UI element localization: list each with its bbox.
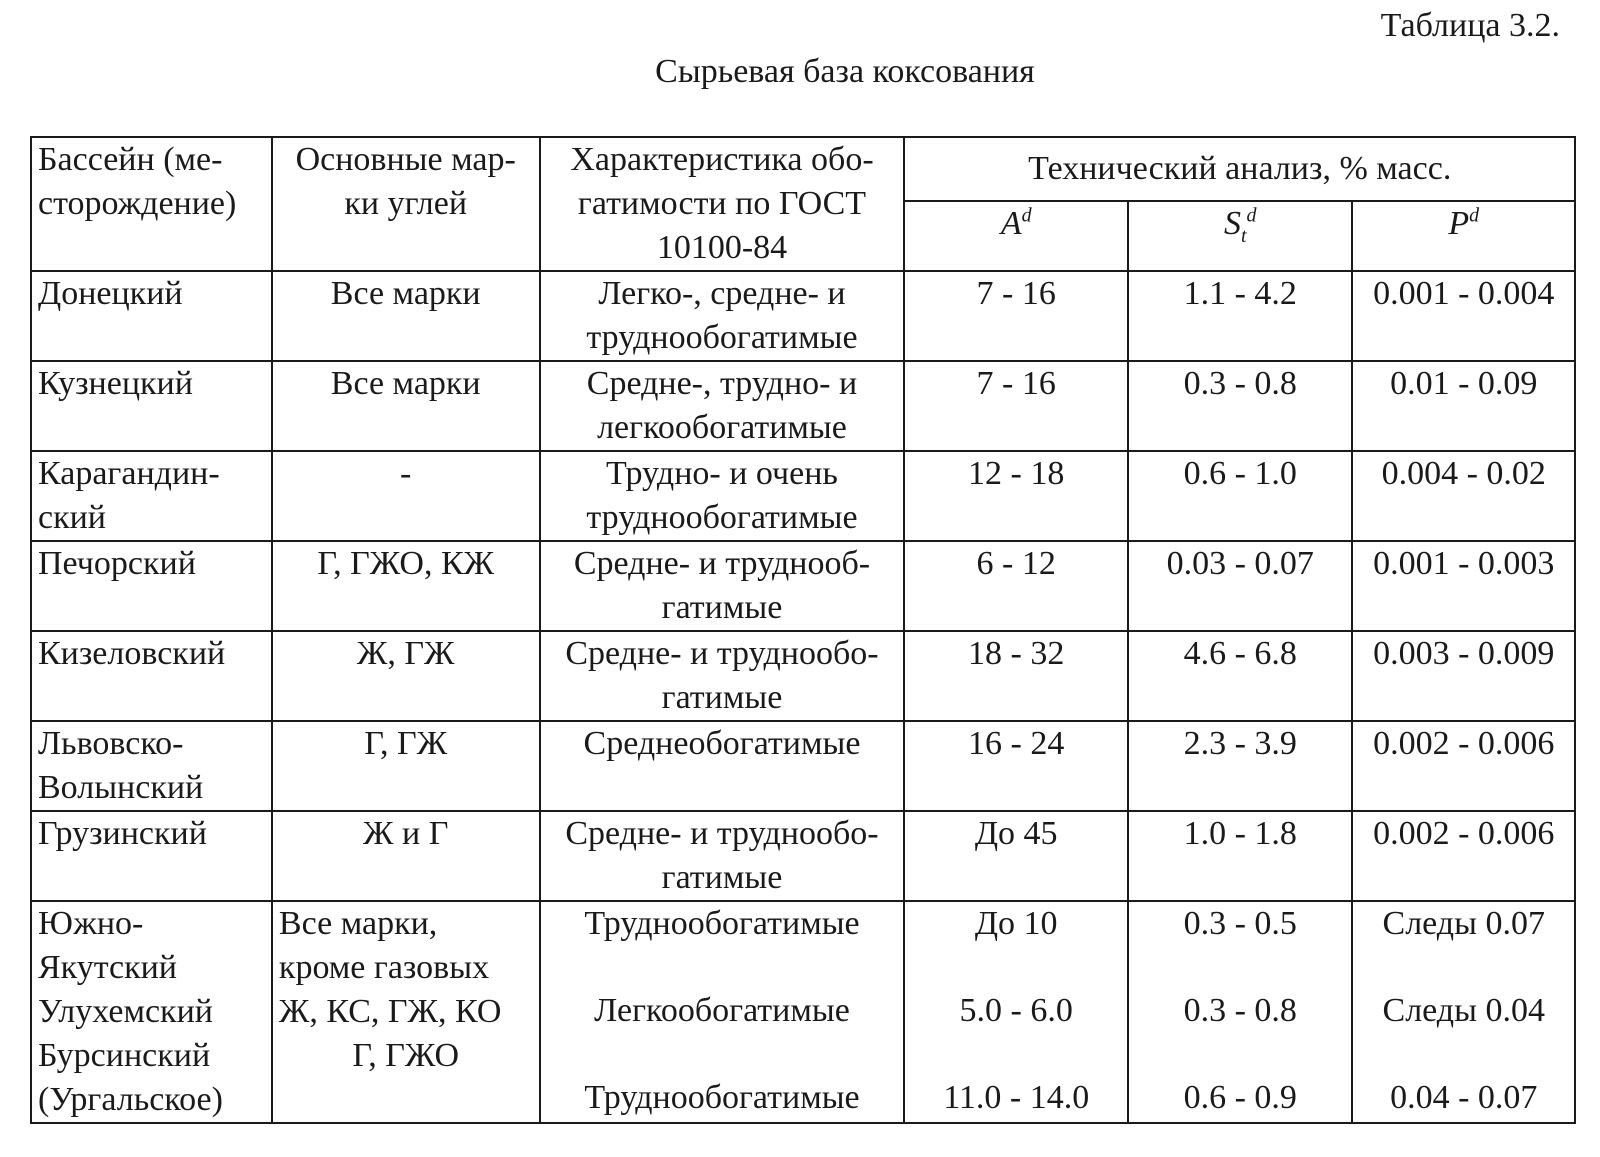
cell-basin-line: Кузнецкий	[38, 365, 193, 402]
spacer	[1359, 946, 1568, 989]
cell-coal-grades-line: Все марки,	[278, 905, 438, 942]
spacer	[1359, 1033, 1568, 1076]
cell-basin	[31, 361, 272, 451]
cell-coal-grades	[272, 361, 540, 451]
cell-washability-line: Труднообогатимые	[584, 905, 860, 942]
cell-coal-grades	[272, 451, 540, 541]
cell-sulfur: 0.6 - 1.0	[1128, 451, 1353, 541]
cell-phosphorus: 0.002 - 0.006	[1352, 721, 1575, 811]
ash-base: A	[1000, 204, 1022, 242]
spacer	[547, 946, 898, 989]
cell-washability-line: Средне- и труднообо-	[565, 815, 879, 852]
header-grades-line: Основные мар-	[295, 141, 516, 178]
cell-basin-line: Волынский	[38, 769, 204, 806]
cell-coal-grades-line: Г, ГЖО	[352, 1037, 460, 1074]
cell-basin-line: Донецкий	[38, 275, 183, 312]
table-row	[31, 361, 1575, 451]
cell-washability-line: гатимые	[661, 589, 783, 626]
header-basin-line: сторождение)	[38, 185, 237, 222]
header-char-line: гатимости по ГОСТ	[577, 185, 867, 222]
header-washability	[540, 137, 905, 271]
table-body	[31, 271, 1575, 1123]
coking-raw-materials-table	[30, 136, 1576, 1124]
cell-washability-line: гатимые	[661, 679, 783, 716]
table-row	[31, 721, 1575, 811]
cell-sulfur: 1.1 - 4.2	[1128, 271, 1353, 361]
cell-washability-line: Легко-, средне- и	[598, 275, 846, 312]
cell-ash: 12 - 18	[904, 451, 1128, 541]
cell-washability	[540, 361, 905, 451]
cell-phosphorus: 0.01 - 0.09	[1352, 361, 1575, 451]
cell-washability	[540, 721, 905, 811]
cell-washability	[540, 811, 905, 901]
cell-washability-line: труднообогатимые	[586, 319, 858, 356]
spacer	[1135, 1033, 1346, 1076]
sulfur-base: S	[1223, 204, 1241, 242]
cell-basin-line: Кизеловский	[38, 635, 226, 672]
cell-washability-line: Средне- и труднообо-	[565, 635, 879, 672]
cell-washability-line: Трудно- и очень	[606, 455, 838, 492]
cell-basin-line: Улухемский	[38, 993, 213, 1030]
cell-phosphorus: 0.004 - 0.02	[1352, 451, 1575, 541]
cell-washability-line: Средне- и труднооб-	[573, 545, 871, 582]
cell-sulfur-line: 0.6 - 0.9	[1183, 1079, 1297, 1116]
cell-coal-grades	[272, 811, 540, 901]
cell-ash: До 45	[904, 811, 1128, 901]
table-row	[31, 811, 1575, 901]
ash-symbol	[1001, 205, 1032, 242]
cell-basin	[31, 901, 272, 1123]
sulfur-sub: t	[1240, 224, 1247, 247]
cell-coal-grades-line: кроме газовых	[278, 949, 490, 986]
cell-coal-grades	[272, 901, 540, 1123]
cell-coal-grades-line: Все марки	[330, 365, 481, 402]
header-coal-grades	[272, 137, 540, 271]
spacer	[1135, 946, 1346, 989]
cell-basin-line: Львовско-	[38, 725, 184, 762]
spacer	[911, 946, 1121, 989]
cell-phosphorus: 0.003 - 0.009	[1352, 631, 1575, 721]
ash-sup: d	[1021, 204, 1032, 227]
cell-washability-line: легкообогатимые	[597, 409, 847, 446]
cell-basin-line: Бурсинский	[38, 1037, 211, 1074]
cell-washability-line: труднообогатимые	[586, 499, 858, 536]
cell-phosphorus: 0.002 - 0.006	[1352, 811, 1575, 901]
cell-ash: 7 - 16	[904, 361, 1128, 451]
cell-washability	[540, 451, 905, 541]
cell-sulfur: 2.3 - 3.9	[1128, 721, 1353, 811]
table-caption: Таблица 3.2.	[1380, 7, 1560, 44]
cell-basin-line: Печорский	[38, 545, 196, 582]
phos-sup: d	[1469, 204, 1480, 227]
cell-washability-line: Легкообогатимые	[594, 992, 850, 1029]
cell-coal-grades-line: Ж и Г	[363, 815, 449, 852]
cell-washability	[540, 541, 905, 631]
cell-basin-line: Южно-	[38, 905, 144, 942]
cell-sulfur: 0.03 - 0.07	[1128, 541, 1353, 631]
cell-coal-grades-line: Ж, ГЖ	[356, 635, 455, 672]
cell-sulfur: 0.3 - 0.8	[1128, 361, 1353, 451]
cell-washability	[540, 271, 905, 361]
cell-basin	[31, 721, 272, 811]
header-sulfur	[1128, 201, 1353, 271]
cell-phosphorus: 0.001 - 0.003	[1352, 541, 1575, 631]
cell-coal-grades-line: Все марки	[330, 275, 481, 312]
cell-ash: 16 - 24	[904, 721, 1128, 811]
cell-basin-line: ский	[38, 499, 106, 536]
sulfur-sup: d	[1246, 204, 1257, 227]
cell-sulfur: 4.6 - 6.8	[1128, 631, 1353, 721]
sulfur-symbol	[1223, 204, 1257, 247]
cell-washability-line: Средне-, трудно- и	[586, 365, 858, 402]
cell-coal-grades-line: Г, ГЖ	[364, 725, 448, 762]
cell-sulfur-line: 0.3 - 0.5	[1183, 905, 1297, 942]
cell-ash	[904, 901, 1128, 1123]
header-row-1	[31, 137, 1575, 201]
cell-coal-grades	[272, 721, 540, 811]
phos-base: P	[1448, 204, 1470, 242]
cell-washability	[540, 901, 905, 1123]
cell-basin	[31, 631, 272, 721]
cell-ash-line: До 10	[974, 905, 1058, 942]
cell-basin	[31, 271, 272, 361]
cell-coal-grades-line: -	[400, 455, 412, 492]
cell-phosphorus: 0.001 - 0.004	[1352, 271, 1575, 361]
cell-basin-line: (Ургальское)	[38, 1081, 223, 1118]
cell-basin	[31, 811, 272, 901]
cell-washability-line: Труднообогатимые	[584, 1079, 860, 1116]
header-char-line: Характеристика обо-	[570, 141, 874, 178]
cell-sulfur	[1128, 901, 1353, 1123]
cell-phosphorus-line: Следы 0.04	[1382, 992, 1545, 1029]
header-basin	[31, 137, 272, 271]
header-grades-line: ки углей	[344, 185, 468, 222]
cell-sulfur: 1.0 - 1.8	[1128, 811, 1353, 901]
table-row	[31, 271, 1575, 361]
cell-washability-line: Среднеобогатимые	[583, 725, 861, 762]
cell-phosphorus-line: Следы 0.07	[1382, 905, 1545, 942]
table-row	[31, 631, 1575, 721]
cell-basin	[31, 541, 272, 631]
spacer	[547, 1033, 898, 1076]
cell-coal-grades	[272, 271, 540, 361]
cell-basin-line: Якутский	[38, 949, 177, 986]
header-phosphorus	[1352, 201, 1575, 271]
cell-coal-grades	[272, 541, 540, 631]
cell-sulfur-line: 0.3 - 0.8	[1183, 992, 1297, 1029]
cell-coal-grades	[272, 631, 540, 721]
cell-phosphorus-line: 0.04 - 0.07	[1390, 1079, 1538, 1116]
spacer	[911, 1033, 1121, 1076]
cell-ash: 18 - 32	[904, 631, 1128, 721]
cell-washability-line: гатимые	[661, 859, 783, 896]
cell-coal-grades-line: Ж, КС, ГЖ, КО	[278, 993, 502, 1030]
cell-basin	[31, 451, 272, 541]
cell-phosphorus	[1352, 901, 1575, 1123]
phosphorus-symbol	[1448, 205, 1479, 242]
table-row	[31, 541, 1575, 631]
cell-washability	[540, 631, 905, 721]
cell-ash-line: 5.0 - 6.0	[959, 992, 1073, 1029]
cell-ash-line: 11.0 - 14.0	[943, 1079, 1090, 1116]
cell-ash: 7 - 16	[904, 271, 1128, 361]
table-row	[31, 901, 1575, 1123]
cell-coal-grades-line: Г, ГЖО, КЖ	[317, 545, 495, 582]
cell-ash: 6 - 12	[904, 541, 1128, 631]
table-title: Сырьевая база коксования	[655, 53, 1035, 90]
header-char-line: 10100-84	[656, 229, 788, 266]
cell-basin-line: Карагандин-	[38, 455, 220, 492]
header-ash	[904, 201, 1128, 271]
header-basin-line: Бассейн (ме-	[38, 141, 223, 178]
header-technical-analysis: Технический анализ, % масс.	[904, 137, 1575, 201]
cell-basin-line: Грузинский	[38, 815, 207, 852]
table-row	[31, 451, 1575, 541]
